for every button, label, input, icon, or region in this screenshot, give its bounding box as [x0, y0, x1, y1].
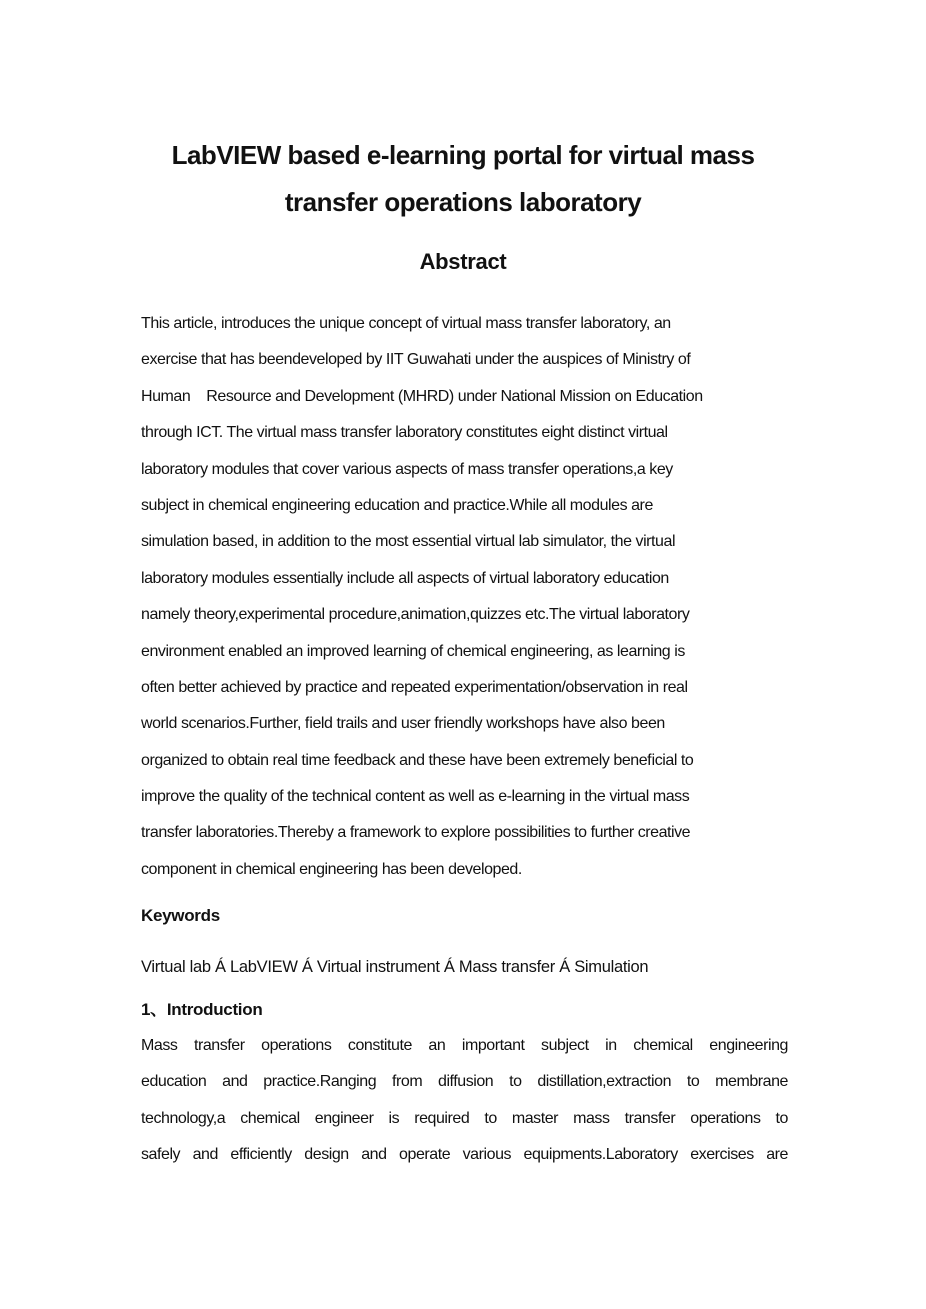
abstract-heading: Abstract: [419, 249, 507, 274]
keywords-heading: Keywords: [141, 906, 220, 925]
abstract-line: component in chemical engineering has been developed.: [141, 860, 522, 878]
abstract-line: exercise that has beendeveloped by IIT Guwahati under the auspices of Ministry of: [141, 351, 691, 369]
paper-title-line-1: LabVIEW based e-learning portal for virtual mass: [171, 140, 755, 170]
abstract-line: through ICT. The virtual mass transfer laboratory constitutes eight distinct virtual: [141, 424, 668, 442]
abstract-line: This article, introduces the unique concept of virtual mass transfer laboratory, an: [141, 315, 671, 332]
abstract-line: namely theory,experimental procedure,animation,quizzes etc.The virtual laboratory: [141, 606, 690, 624]
abstract-line: laboratory modules essentially include all aspects of virtual laboratory education: [141, 569, 669, 587]
abstract-line: transfer laboratories.Thereby a framework to explore possibilities to further creative: [141, 824, 691, 842]
introduction-line: technology,a chemical engineer is required to master mass transfer operations to: [141, 1109, 788, 1127]
abstract-line: improve the quality of the technical content as well as e-learning in the virtual mass: [141, 788, 690, 806]
introduction-line: education and practice.Ranging from diffusion to distillation,extraction to membrane: [141, 1073, 788, 1091]
abstract-line: often better achieved by practice and repeated experimentation/observation in real: [141, 678, 688, 696]
abstract-line: world scenarios.Further, ﬁeld trails and user friendly workshops have also been: [141, 715, 665, 733]
introduction-line: Mass transfer operations constitute an important subject in chemical engineering: [141, 1037, 788, 1054]
abstract-line: laboratory modules that cover various aspects of mass transfer operations,a key: [141, 460, 673, 478]
abstract-line: Human Resource and Development (MHRD) under National Mission on Education: [141, 387, 703, 405]
introduction-paragraph: [141, 1028, 788, 1174]
introduction-line: safely and efficiently design and operate various equipments.Laboratory exercises are: [141, 1146, 788, 1164]
abstract-line: subject in chemical engineering education and practice.While all modules are: [141, 496, 653, 514]
abstract-line: organized to obtain real time feedback and these have been extremely beneﬁcial to: [141, 751, 694, 769]
introduction-heading: 1、Introduction: [141, 1000, 263, 1019]
abstract-paragraph: [141, 306, 801, 888]
abstract-line: environment enabled an improved learning of chemical engineering, as learning is: [141, 642, 685, 660]
keywords-list: Virtual lab Á LabVIEW Á Virtual instrument Á Mass transfer Á Simulation: [141, 958, 649, 976]
paper-title-line-2: transfer operations laboratory: [284, 187, 642, 217]
abstract-line: simulation based, in addition to the most essential virtual lab simulator, the virtual: [141, 533, 676, 551]
